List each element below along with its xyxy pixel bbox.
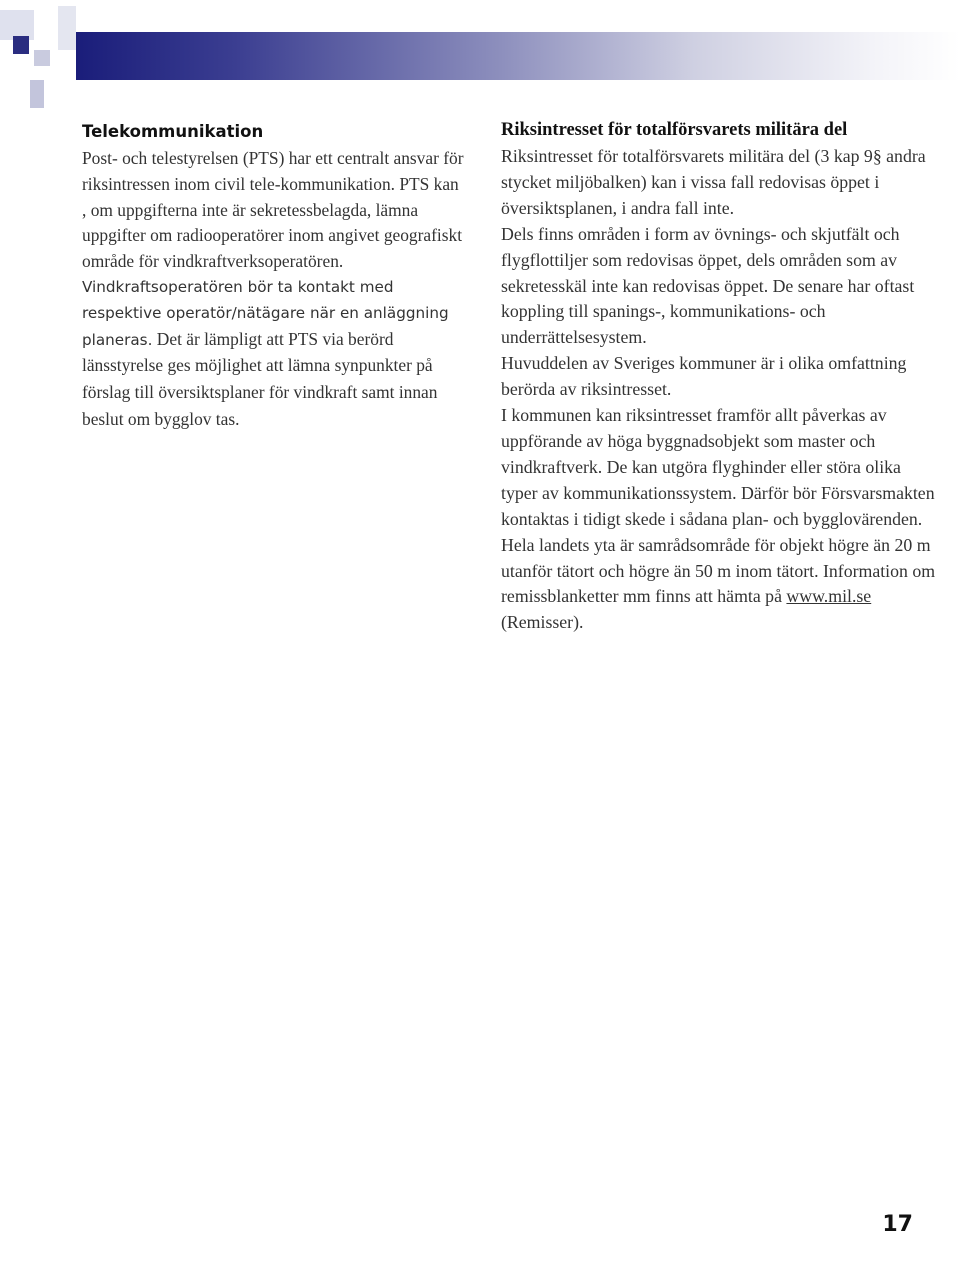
paragraph-pts-intro: Post- och telestyrelsen (PTS) har ett centralt ansvar för riksintressen inom civil tele-kommunikation. PTS kan , om uppgifterna inte är sekretessbelagda, lämna uppgifter om radiooperatörer inom angivet geografiskt område för vindkraftverksoperatören. [82, 148, 464, 272]
paragraph-building-objects-end: (Remisser). [501, 612, 584, 633]
decorative-square [34, 50, 50, 66]
decorative-square [13, 36, 29, 54]
paragraph-operator-contact [82, 275, 467, 434]
paragraph-riksintresset-intro: Riksintresset för totalförsvarets militära del (3 kap 9§ andra stycket miljöbalken) kan i vissa fall redovisas öppet i översiktsplanen, i andra fall inte. [501, 146, 926, 218]
right-column [501, 118, 941, 636]
paragraph-building-objects [501, 403, 941, 636]
header-gradient-bar [76, 32, 960, 80]
section-heading-riksintresset: Riksintresset för totalförsvarets militära del [501, 120, 848, 140]
decorative-square [30, 80, 44, 108]
paragraph-municipalities: Huvuddelen av Sveriges kommuner är i olika omfattning berörda av riksintresset. [501, 353, 907, 400]
paragraph-areas: Dels finns områden i form av övnings- och skjutfält och flygflottiljer som redovisas öppet, dels områden som av sekretesskäl inte kan redovisas öppet. De senare har oftast koppling till spanings-, kommunikations- och underrättelsesystem. [501, 223, 915, 348]
section-heading-telekommunikation: Telekommunikation [82, 122, 264, 141]
left-column [82, 118, 467, 434]
paragraph-pts-review: Det är lämpligt att PTS via berörd länsstyrelse ges möjlighet att lämna synpunkter på förslag till översiktsplaner för vindkraft samt innan beslut om bygglov tas. [82, 328, 438, 429]
paragraph-operator-contact-text: Vindkraftsoperatören bör ta kontakt med respektive operatör/nätägare när en anläggning planeras. [82, 277, 449, 349]
page-number: 17 [882, 1212, 913, 1237]
paragraph-building-objects-text: I kommunen kan riksintresset framför allt påverkas av uppförande av höga byggnadsobjekt som master och vindkraftverk. De kan utgöra flyghinder eller störa olika typer av kommunikationssystem. Därför bör Försvarsmakten kontaktas i tidigt skede i sådana plan- och bygglovärenden. Hela landets yta är samrådsområde för objekt högre än 20 m utanför tätort och högre än 50 m inom tätort. Information om remissblanketter mm finns att hämta på [501, 405, 936, 607]
decorative-square [58, 6, 76, 50]
mil-se-link[interactable]: www.mil.se [786, 586, 872, 607]
